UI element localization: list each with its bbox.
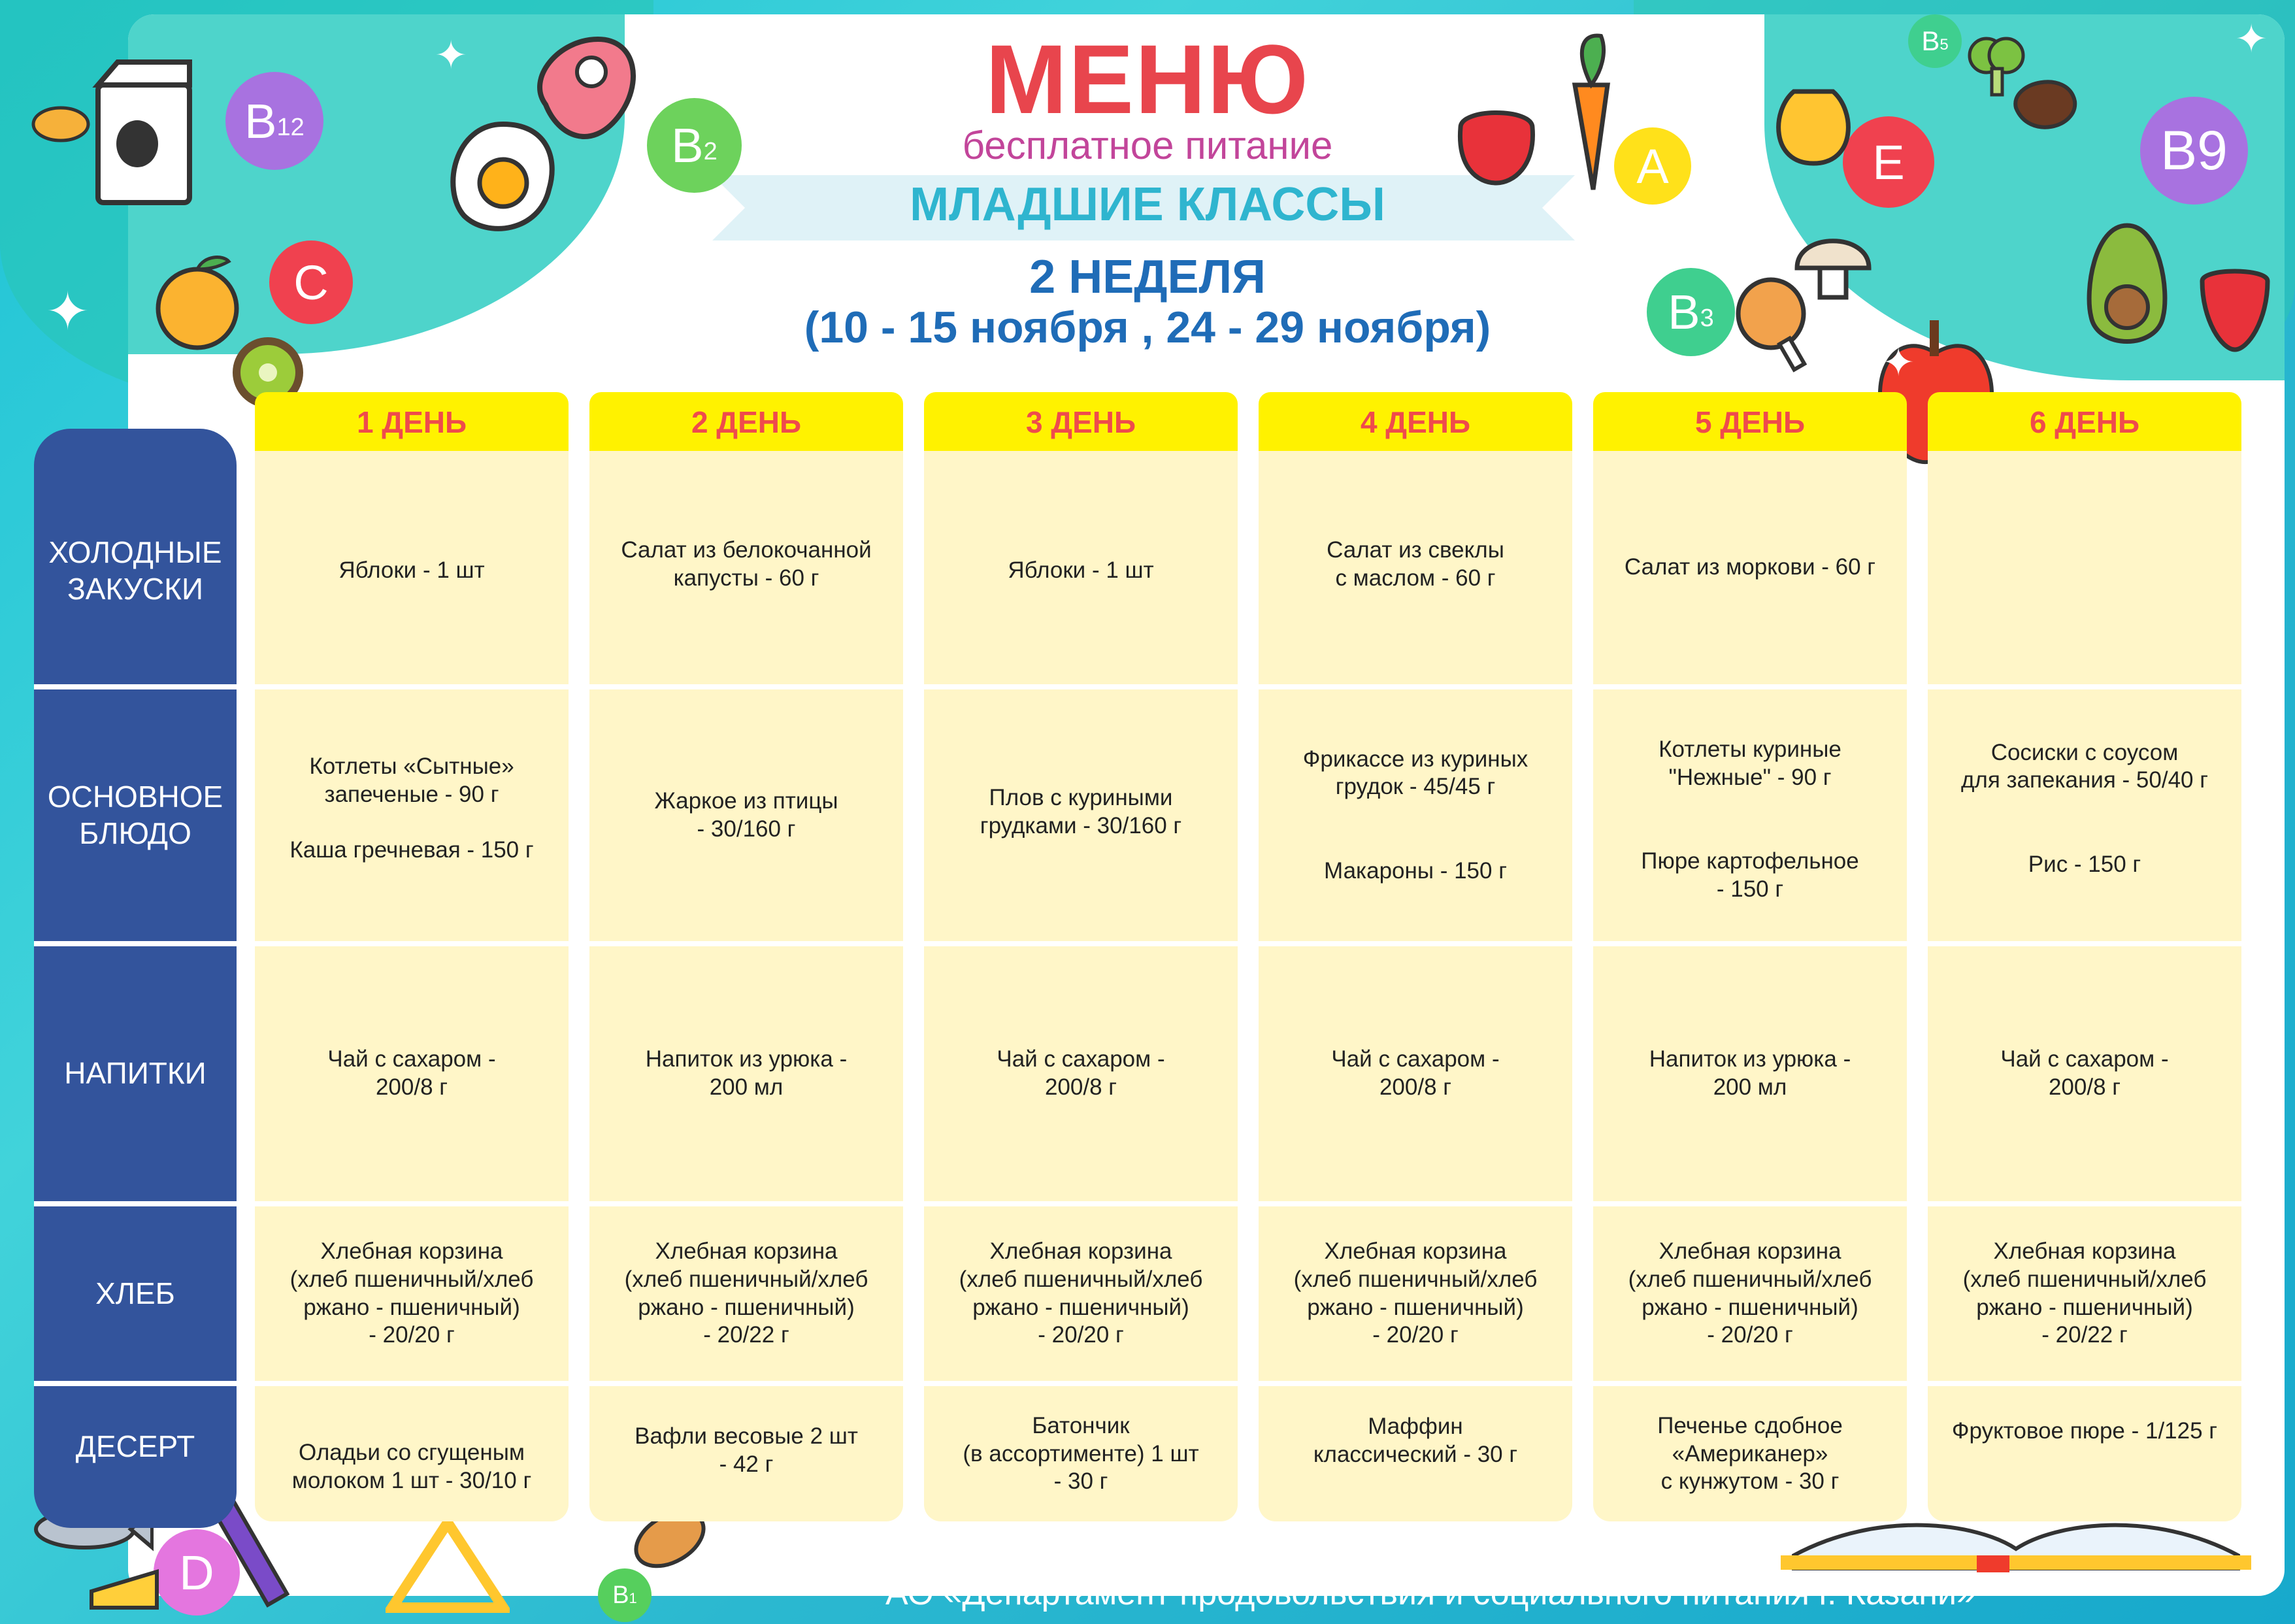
vitamin-sub: 12 [276, 113, 305, 141]
day-header-5: 5 ДЕНЬ [1593, 392, 1907, 452]
cell-dessert-day6: Фруктовое пюре - 1/125 г [1951, 1417, 2218, 1444]
cell-main-day4: Фрикассе из куриных грудок - 45/45 г Макароны - 150 г [1302, 746, 1528, 884]
cell-main-day3: Плов с куриными грудками - 30/160 г [980, 784, 1182, 838]
vitamin-b1-badge [598, 1568, 652, 1622]
group-label: МЛАДШИЕ КЛАССЫ [910, 178, 1385, 231]
vitamin-b2-badge [647, 98, 742, 193]
page-title: МЕНЮ [985, 24, 1310, 134]
cell-main-day6: Сосиски с соусом для запекания - 50/40 г Рис - 150 г [1960, 739, 2208, 877]
cell-drinks-day1: Чай с сахаром - 200/8 г [327, 1046, 496, 1100]
sparkle-icon: ✦ [2235, 17, 2268, 61]
page-subtitle: бесплатное питание [962, 124, 1333, 167]
cell-dessert-day5: Печенье сдобное «Американер» с кунжутом - 30 г [1657, 1412, 1843, 1495]
category-divider [34, 1381, 237, 1386]
vitamin-letter: B [612, 1581, 629, 1609]
sparkle-icon: ✦ [1882, 340, 1915, 384]
cell-main-day1: Котлеты «Сытные» запеченые - 90 г Каша гречневая - 150 г [289, 754, 534, 863]
category-divider [34, 1201, 237, 1206]
cell-bread-day6: Хлебная корзина (хлеб пшеничный/хлеб ржано - пшеничный) - 20/22 г [1962, 1238, 2207, 1348]
cookie-icon [31, 105, 90, 144]
category-bread: ХЛЕБ [95, 1276, 175, 1310]
cell-bread-day2: Хлебная корзина (хлеб пшеничный/хлеб ржано - пшеничный) - 20/22 г [624, 1238, 868, 1348]
category-cold-snacks: ХОЛОДНЫЕ ЗАКУСКИ [48, 535, 222, 606]
cell-cold-day4: Салат из свеклы с маслом - 60 г [1327, 537, 1504, 591]
day-header-6: 6 ДЕНЬ [1928, 392, 2241, 452]
cell-bread-day3: Хлебная корзина (хлеб пшеничный/хлеб ржано - пшеничный) - 20/20 г [959, 1238, 1203, 1348]
cell-cold-day3: Яблоки - 1 шт [1008, 557, 1154, 584]
cell-bread-day5: Хлебная корзина (хлеб пшеничный/хлеб ржано - пшеничный) - 20/20 г [1628, 1238, 1872, 1348]
row-divider [255, 941, 2251, 946]
day-header-3: 3 ДЕНЬ [924, 392, 1238, 452]
footer-organization: АО «Департамент продовольствия и социального питания г. Казани» [885, 1574, 1975, 1612]
category-divider [34, 684, 237, 689]
vitamin-letter: D [179, 1545, 214, 1600]
vitamin-letter: E [1872, 135, 1905, 190]
vitamin-b3-badge [1647, 268, 1735, 356]
meat-piece-icon [2003, 69, 2081, 141]
triangle-ruler-icon [386, 1516, 510, 1614]
cell-drinks-day3: Чай с сахаром - 200/8 г [997, 1046, 1165, 1100]
cell-cold-day6 [1931, 457, 2238, 684]
vitamin-b5-badge [1908, 14, 1962, 68]
vitamin-letter: B [1921, 25, 1940, 56]
cell-drinks-day4: Чай с сахаром - 200/8 г [1331, 1046, 1500, 1100]
steak-icon [520, 26, 650, 157]
vitamin-sub: 1 [629, 1590, 637, 1606]
vitamin-b9-badge [2140, 97, 2248, 205]
cell-drinks-day2: Напиток из урюка - 200 мл [645, 1046, 848, 1100]
cheese-icon [88, 1552, 160, 1611]
vitamin-b12-badge [225, 72, 323, 170]
cell-bread-day1: Хлебная корзина (хлеб пшеничный/хлеб ржано - пшеничный) - 20/20 г [289, 1238, 534, 1348]
day-header-2: 2 ДЕНЬ [589, 392, 903, 452]
vitamin-letter: B [244, 93, 277, 148]
sparkle-icon: ✦ [46, 282, 90, 340]
category-main-course: ОСНОВНОЕ БЛЮДО [47, 780, 223, 850]
sparkle-icon: ✦ [435, 33, 468, 77]
vitamin-sub: 2 [703, 138, 718, 165]
category-dessert: ДЕСЕРТ [75, 1429, 195, 1463]
day-header-1: 1 ДЕНЬ [255, 392, 569, 452]
cell-drinks-day6: Чай с сахаром - 200/8 г [2000, 1046, 2169, 1100]
cell-drinks-day5: Напиток из урюка - 200 мл [1649, 1046, 1851, 1100]
cell-bread-day4: Хлебная корзина (хлеб пшеничный/хлеб ржано - пшеничный) - 20/20 г [1293, 1238, 1538, 1348]
week-label: 2 НЕДЕЛЯ [1029, 251, 1266, 303]
vitamin-letter: A [1636, 139, 1669, 193]
cell-cold-day1: Яблоки - 1 шт [338, 557, 485, 584]
chicken-leg-icon [1732, 274, 1823, 379]
cell-cold-day5: Салат из моркови - 60 г [1624, 554, 1876, 580]
pepper-icon [1447, 95, 1545, 186]
cell-cold-day2: Салат из белокочанной капусты - 60 г [621, 537, 872, 591]
vitamin-letter: B [671, 118, 704, 173]
row-divider [255, 1201, 2251, 1206]
category-divider [34, 941, 237, 946]
dates-label: (10 - 15 ноября , 24 - 29 ноября) [804, 303, 1491, 352]
cell-main-day2: Жаркое из птицы - 30/160 г [654, 787, 838, 842]
avocado-icon [2081, 219, 2173, 356]
vitamin-letter: B [1668, 285, 1700, 339]
carrot-icon [1536, 26, 1640, 196]
oil-jar-icon [1768, 65, 1859, 170]
day-header-4: 4 ДЕНЬ [1259, 392, 1572, 452]
cell-dessert-day1: Оладьи со сгущеным молоком 1 шт - 30/10 г [291, 1440, 532, 1493]
cell-dessert-day4: Маффин классический - 30 г [1313, 1414, 1518, 1467]
vitamin-letter: B9 [2160, 120, 2228, 181]
cell-main-day5: Котлеты куриные "Нежные" - 90 г Пюре картофельное - 150 г [1641, 737, 1859, 902]
vitamin-c-badge [269, 240, 353, 324]
cell-dessert-day2: Вафли весовые 2 шт - 42 г [635, 1423, 858, 1477]
milk-carton-icon [91, 59, 196, 209]
vitamin-sub: 5 [1940, 36, 1949, 54]
cell-dessert-day3: Батончик (в ассортименте) 1 шт - 30 г [963, 1412, 1199, 1495]
vitamin-sub: 3 [1700, 305, 1714, 332]
vitamin-letter: C [293, 255, 329, 310]
strawberry-icon [2196, 255, 2274, 353]
category-drinks: НАПИТКИ [64, 1056, 206, 1091]
